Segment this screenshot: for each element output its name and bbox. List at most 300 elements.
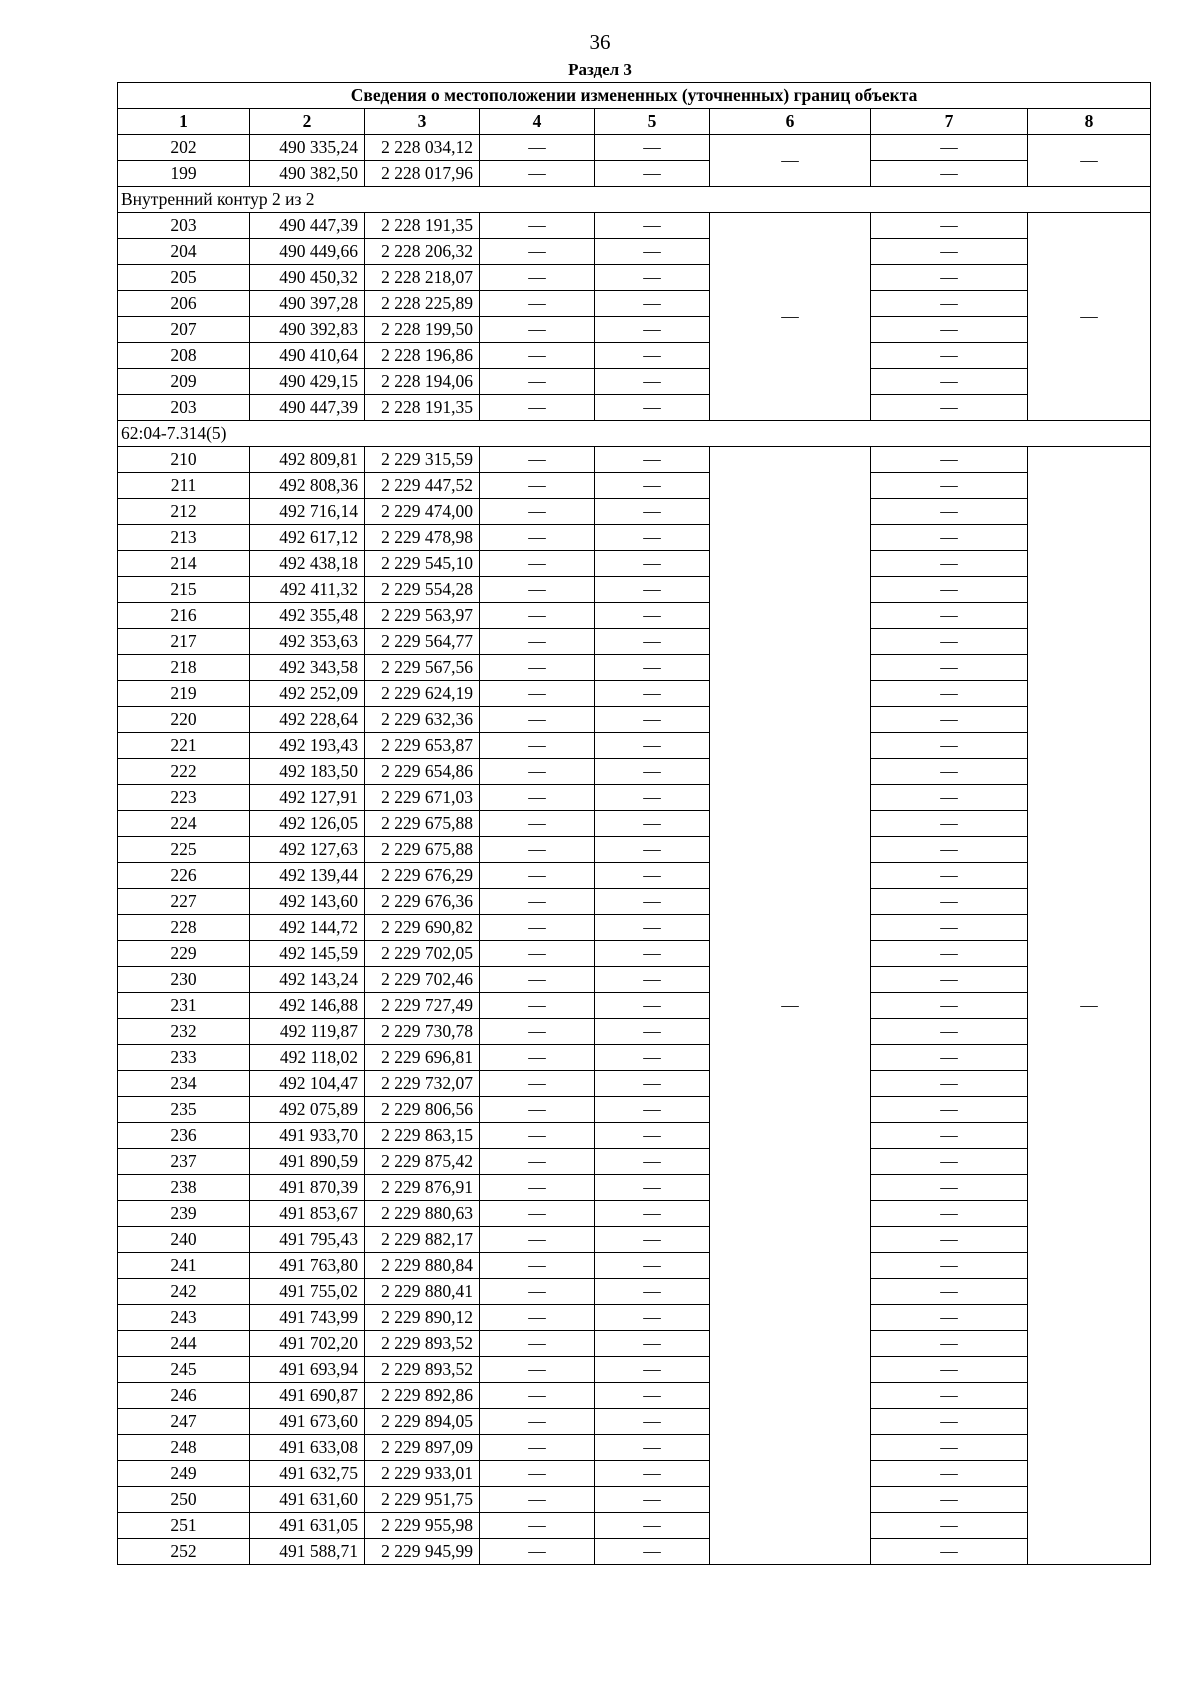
point-number: 209 — [118, 369, 250, 395]
dash-cell: — — [871, 1227, 1028, 1253]
dash-cell: — — [480, 837, 595, 863]
dash-cell: — — [595, 343, 710, 369]
coord-x: 492 143,24 — [250, 967, 365, 993]
coord-x: 490 335,24 — [250, 135, 365, 161]
coord-y: 2 229 882,17 — [365, 1227, 480, 1253]
column-number: 3 — [365, 109, 480, 135]
dash-cell: — — [480, 811, 595, 837]
coord-x: 490 397,28 — [250, 291, 365, 317]
point-number: 215 — [118, 577, 250, 603]
table-row — [118, 577, 1151, 603]
dash-cell: — — [871, 1201, 1028, 1227]
dash-cell: — — [595, 889, 710, 915]
coord-y: 2 228 206,32 — [365, 239, 480, 265]
coord-x: 491 853,67 — [250, 1201, 365, 1227]
table-row — [118, 941, 1151, 967]
dash-cell: — — [480, 941, 595, 967]
dash-cell: — — [480, 889, 595, 915]
table-body — [118, 135, 1151, 1565]
dash-cell: — — [871, 1279, 1028, 1305]
point-number: 221 — [118, 733, 250, 759]
dash-cell: — — [595, 213, 710, 239]
table-row — [118, 603, 1151, 629]
page-number: 36 — [589, 30, 611, 54]
coord-x: 492 809,81 — [250, 447, 365, 473]
coord-y: 2 229 554,28 — [365, 577, 480, 603]
dash-cell: — — [595, 1045, 710, 1071]
table-row — [118, 811, 1151, 837]
coord-y: 2 229 474,00 — [365, 499, 480, 525]
dash-cell: — — [595, 499, 710, 525]
coord-y: 2 229 727,49 — [365, 993, 480, 1019]
dash-cell: — — [480, 525, 595, 551]
coord-y: 2 229 690,82 — [365, 915, 480, 941]
dash-cell: — — [595, 1539, 710, 1565]
point-number: 214 — [118, 551, 250, 577]
point-number: 242 — [118, 1279, 250, 1305]
coord-y: 2 229 880,84 — [365, 1253, 480, 1279]
dash-cell: — — [595, 681, 710, 707]
coord-y: 2 229 702,46 — [365, 967, 480, 993]
dash-cell: — — [871, 447, 1028, 473]
dash-cell: — — [480, 499, 595, 525]
dash-cell: — — [480, 655, 595, 681]
section-label: 62:04-7.314(5) — [118, 421, 1151, 447]
point-number: 243 — [118, 1305, 250, 1331]
coord-x: 491 690,87 — [250, 1383, 365, 1409]
table-row — [118, 1149, 1151, 1175]
coord-y: 2 229 702,05 — [365, 941, 480, 967]
table-row — [118, 291, 1151, 317]
dash-cell: — — [871, 681, 1028, 707]
dash-cell: — — [480, 239, 595, 265]
dash-cell: — — [595, 1071, 710, 1097]
dash-cell: — — [595, 1383, 710, 1409]
dash-cell: — — [871, 135, 1028, 161]
table-row — [118, 915, 1151, 941]
dash-cell: — — [480, 135, 595, 161]
dash-cell: — — [595, 1435, 710, 1461]
point-number: 251 — [118, 1513, 250, 1539]
dash-cell: — — [871, 1331, 1028, 1357]
dash-cell: — — [480, 1097, 595, 1123]
dash-cell: — — [871, 161, 1028, 187]
coord-y: 2 229 696,81 — [365, 1045, 480, 1071]
dash-cell: — — [871, 1097, 1028, 1123]
coord-y: 2 229 806,56 — [365, 1097, 480, 1123]
coord-x: 492 127,91 — [250, 785, 365, 811]
table-row — [118, 395, 1151, 421]
point-number: 207 — [118, 317, 250, 343]
table-row — [118, 629, 1151, 655]
coord-x: 490 429,15 — [250, 369, 365, 395]
dash-cell: — — [595, 811, 710, 837]
table-row — [118, 1227, 1151, 1253]
coord-y: 2 229 632,36 — [365, 707, 480, 733]
dash-cell: — — [871, 1461, 1028, 1487]
coord-y: 2 228 034,12 — [365, 135, 480, 161]
coord-x: 492 228,64 — [250, 707, 365, 733]
table-row — [118, 135, 1151, 161]
column-number: 4 — [480, 109, 595, 135]
table-row — [118, 525, 1151, 551]
coord-x: 492 355,48 — [250, 603, 365, 629]
coord-x: 492 126,05 — [250, 811, 365, 837]
coord-y: 2 229 478,98 — [365, 525, 480, 551]
dash-cell: — — [871, 525, 1028, 551]
dash-cell: — — [871, 785, 1028, 811]
dash-cell: — — [595, 135, 710, 161]
coord-x: 490 382,50 — [250, 161, 365, 187]
dash-cell: — — [595, 707, 710, 733]
dash-cell: — — [871, 499, 1028, 525]
coord-y: 2 229 897,09 — [365, 1435, 480, 1461]
dash-cell: — — [595, 603, 710, 629]
coord-x: 492 716,14 — [250, 499, 365, 525]
point-number: 234 — [118, 1071, 250, 1097]
coord-y: 2 228 218,07 — [365, 265, 480, 291]
coord-x: 491 633,08 — [250, 1435, 365, 1461]
point-number: 249 — [118, 1461, 250, 1487]
dash-cell: — — [595, 785, 710, 811]
dash-cell: — — [871, 1409, 1028, 1435]
dash-cell: — — [595, 1409, 710, 1435]
point-number: 231 — [118, 993, 250, 1019]
dash-cell: — — [480, 1253, 595, 1279]
dash-cell: — — [595, 1149, 710, 1175]
dash-cell: — — [480, 1383, 595, 1409]
dash-cell: — — [480, 1435, 595, 1461]
dash-cell: — — [595, 655, 710, 681]
dash-cell: — — [871, 863, 1028, 889]
dash-cell: — — [871, 941, 1028, 967]
dash-cell: — — [595, 473, 710, 499]
dash-cell: — — [595, 733, 710, 759]
coord-y: 2 229 675,88 — [365, 837, 480, 863]
coord-x: 491 933,70 — [250, 1123, 365, 1149]
coord-y: 2 229 955,98 — [365, 1513, 480, 1539]
dash-cell: — — [480, 1019, 595, 1045]
table-row — [118, 889, 1151, 915]
table-row — [118, 1201, 1151, 1227]
coord-y: 2 228 196,86 — [365, 343, 480, 369]
dash-cell: — — [595, 551, 710, 577]
dash-cell: — — [871, 1305, 1028, 1331]
coord-x: 492 145,59 — [250, 941, 365, 967]
dash-cell: — — [595, 863, 710, 889]
dash-cell: — — [871, 707, 1028, 733]
point-number: 223 — [118, 785, 250, 811]
merged-dash-cell: — — [1028, 135, 1151, 187]
dash-cell: — — [871, 1019, 1028, 1045]
dash-cell: — — [595, 1357, 710, 1383]
point-number: 239 — [118, 1201, 250, 1227]
table-row — [118, 1019, 1151, 1045]
coord-x: 491 588,71 — [250, 1539, 365, 1565]
coord-x: 491 632,75 — [250, 1461, 365, 1487]
dash-cell: — — [871, 551, 1028, 577]
dash-cell: — — [871, 993, 1028, 1019]
point-number: 247 — [118, 1409, 250, 1435]
coord-y: 2 228 225,89 — [365, 291, 480, 317]
dash-cell: — — [480, 681, 595, 707]
table-row — [118, 1357, 1151, 1383]
coord-x: 490 392,83 — [250, 317, 365, 343]
coord-y: 2 229 951,75 — [365, 1487, 480, 1513]
table-row — [118, 837, 1151, 863]
coord-x: 491 631,05 — [250, 1513, 365, 1539]
merged-dash-cell: — — [710, 213, 871, 421]
coord-y: 2 229 894,05 — [365, 1409, 480, 1435]
section-row — [118, 187, 1151, 213]
dash-cell: — — [480, 1305, 595, 1331]
dash-cell: — — [595, 395, 710, 421]
dash-cell: — — [480, 447, 595, 473]
coord-y: 2 229 892,86 — [365, 1383, 480, 1409]
coord-y: 2 229 447,52 — [365, 473, 480, 499]
point-number: 199 — [118, 161, 250, 187]
dash-cell: — — [871, 1357, 1028, 1383]
coord-x: 492 104,47 — [250, 1071, 365, 1097]
table-row — [118, 1435, 1151, 1461]
dash-cell: — — [480, 343, 595, 369]
coord-y: 2 228 199,50 — [365, 317, 480, 343]
coord-x: 491 693,94 — [250, 1357, 365, 1383]
dash-cell: — — [871, 1123, 1028, 1149]
table-row — [118, 265, 1151, 291]
coord-x: 492 119,87 — [250, 1019, 365, 1045]
dash-cell: — — [595, 1487, 710, 1513]
coord-x: 492 252,09 — [250, 681, 365, 707]
dash-cell: — — [480, 1357, 595, 1383]
dash-cell: — — [595, 369, 710, 395]
coord-x: 492 139,44 — [250, 863, 365, 889]
table-row — [118, 1487, 1151, 1513]
dash-cell: — — [595, 993, 710, 1019]
dash-cell: — — [871, 577, 1028, 603]
coord-y: 2 229 893,52 — [365, 1331, 480, 1357]
table-row — [118, 1513, 1151, 1539]
point-number: 203 — [118, 213, 250, 239]
point-number: 230 — [118, 967, 250, 993]
section-label: Раздел 3 — [568, 60, 632, 79]
point-number: 227 — [118, 889, 250, 915]
table-row — [118, 213, 1151, 239]
coord-y: 2 229 730,78 — [365, 1019, 480, 1045]
coord-y: 2 229 876,91 — [365, 1175, 480, 1201]
coord-x: 491 755,02 — [250, 1279, 365, 1305]
column-number: 8 — [1028, 109, 1151, 135]
table-row — [118, 1539, 1151, 1565]
table-row — [118, 863, 1151, 889]
dash-cell: — — [871, 1175, 1028, 1201]
table-row — [118, 317, 1151, 343]
point-number: 222 — [118, 759, 250, 785]
dash-cell: — — [480, 1331, 595, 1357]
boundary-coordinates-table — [117, 82, 1151, 1565]
coord-x: 492 144,72 — [250, 915, 365, 941]
point-number: 240 — [118, 1227, 250, 1253]
dash-cell: — — [480, 1123, 595, 1149]
point-number: 229 — [118, 941, 250, 967]
dash-cell: — — [871, 733, 1028, 759]
dash-cell: — — [871, 759, 1028, 785]
point-number: 225 — [118, 837, 250, 863]
dash-cell: — — [871, 291, 1028, 317]
dash-cell: — — [595, 1279, 710, 1305]
dash-cell: — — [595, 1461, 710, 1487]
coord-x: 491 673,60 — [250, 1409, 365, 1435]
table-row — [118, 1175, 1151, 1201]
coord-y: 2 229 624,19 — [365, 681, 480, 707]
point-number: 244 — [118, 1331, 250, 1357]
dash-cell: — — [480, 577, 595, 603]
dash-cell: — — [480, 1409, 595, 1435]
coord-x: 492 075,89 — [250, 1097, 365, 1123]
coord-y: 2 229 545,10 — [365, 551, 480, 577]
dash-cell: — — [595, 1097, 710, 1123]
dash-cell: — — [480, 967, 595, 993]
coord-y: 2 228 191,35 — [365, 213, 480, 239]
dash-cell: — — [595, 629, 710, 655]
merged-dash-cell: — — [710, 135, 871, 187]
merged-dash-cell: — — [1028, 447, 1151, 1565]
column-number: 5 — [595, 109, 710, 135]
coord-x: 492 143,60 — [250, 889, 365, 915]
point-number: 233 — [118, 1045, 250, 1071]
coord-x: 490 447,39 — [250, 213, 365, 239]
table-row — [118, 733, 1151, 759]
point-number: 237 — [118, 1149, 250, 1175]
coord-x: 491 743,99 — [250, 1305, 365, 1331]
column-number: 7 — [871, 109, 1028, 135]
point-number: 217 — [118, 629, 250, 655]
point-number: 235 — [118, 1097, 250, 1123]
coord-y: 2 229 893,52 — [365, 1357, 480, 1383]
dash-cell: — — [480, 1045, 595, 1071]
coord-y: 2 229 880,41 — [365, 1279, 480, 1305]
dash-cell: — — [480, 161, 595, 187]
dash-cell: — — [871, 1539, 1028, 1565]
dash-cell: — — [871, 915, 1028, 941]
column-number: 6 — [710, 109, 871, 135]
coord-y: 2 229 654,86 — [365, 759, 480, 785]
dash-cell: — — [595, 447, 710, 473]
dash-cell: — — [595, 1305, 710, 1331]
dash-cell: — — [480, 1071, 595, 1097]
dash-cell: — — [480, 993, 595, 1019]
point-number: 206 — [118, 291, 250, 317]
table-row — [118, 759, 1151, 785]
coord-x: 492 118,02 — [250, 1045, 365, 1071]
table-row — [118, 447, 1151, 473]
dash-cell: — — [595, 291, 710, 317]
coord-y: 2 229 863,15 — [365, 1123, 480, 1149]
dash-cell: — — [595, 1253, 710, 1279]
dash-cell: — — [595, 1201, 710, 1227]
table-title: Сведения о местоположении измененных (уточненных) границ объекта — [118, 83, 1151, 109]
table-row — [118, 1409, 1151, 1435]
point-number: 241 — [118, 1253, 250, 1279]
dash-cell: — — [595, 941, 710, 967]
coord-y: 2 229 732,07 — [365, 1071, 480, 1097]
point-number: 208 — [118, 343, 250, 369]
dash-cell: — — [595, 1123, 710, 1149]
point-number: 238 — [118, 1175, 250, 1201]
point-number: 218 — [118, 655, 250, 681]
table-row — [118, 161, 1151, 187]
coord-y: 2 228 194,06 — [365, 369, 480, 395]
point-number: 250 — [118, 1487, 250, 1513]
dash-cell: — — [871, 1435, 1028, 1461]
dash-cell: — — [480, 915, 595, 941]
table-row — [118, 1045, 1151, 1071]
coord-x: 490 447,39 — [250, 395, 365, 421]
dash-cell: — — [480, 1461, 595, 1487]
dash-cell: — — [480, 1513, 595, 1539]
section-label: Внутренний контур 2 из 2 — [118, 187, 1151, 213]
table-row — [118, 1305, 1151, 1331]
point-number: 210 — [118, 447, 250, 473]
table-row — [118, 1461, 1151, 1487]
table-row — [118, 473, 1151, 499]
dash-cell: — — [480, 1201, 595, 1227]
coord-y: 2 229 890,12 — [365, 1305, 480, 1331]
dash-cell: — — [595, 915, 710, 941]
dash-cell: — — [595, 1331, 710, 1357]
coord-y: 2 229 653,87 — [365, 733, 480, 759]
dash-cell: — — [595, 1019, 710, 1045]
dash-cell: — — [595, 317, 710, 343]
dash-cell: — — [595, 1513, 710, 1539]
coord-x: 492 438,18 — [250, 551, 365, 577]
merged-dash-cell: — — [1028, 213, 1151, 421]
table-row — [118, 1279, 1151, 1305]
coord-x: 492 183,50 — [250, 759, 365, 785]
coord-y: 2 229 945,99 — [365, 1539, 480, 1565]
coord-x: 491 702,20 — [250, 1331, 365, 1357]
dash-cell: — — [595, 265, 710, 291]
dash-cell: — — [480, 213, 595, 239]
dash-cell: — — [871, 889, 1028, 915]
dash-cell: — — [480, 1487, 595, 1513]
table-row — [118, 681, 1151, 707]
table-row — [118, 967, 1151, 993]
table-row — [118, 993, 1151, 1019]
dash-cell: — — [480, 1539, 595, 1565]
coord-x: 492 343,58 — [250, 655, 365, 681]
dash-cell: — — [480, 265, 595, 291]
dash-cell: — — [871, 1045, 1028, 1071]
point-number: 211 — [118, 473, 250, 499]
dash-cell: — — [871, 811, 1028, 837]
table-row — [118, 655, 1151, 681]
dash-cell: — — [871, 265, 1028, 291]
column-number: 2 — [250, 109, 365, 135]
coord-x: 492 808,36 — [250, 473, 365, 499]
coord-y: 2 229 315,59 — [365, 447, 480, 473]
table-row — [118, 707, 1151, 733]
column-number-row — [118, 109, 1151, 135]
dash-cell: — — [480, 551, 595, 577]
merged-dash-cell: — — [710, 447, 871, 1565]
coord-x: 492 353,63 — [250, 629, 365, 655]
coord-y: 2 229 675,88 — [365, 811, 480, 837]
coord-y: 2 229 875,42 — [365, 1149, 480, 1175]
coord-x: 492 411,32 — [250, 577, 365, 603]
dash-cell: — — [480, 629, 595, 655]
dash-cell: — — [871, 1071, 1028, 1097]
